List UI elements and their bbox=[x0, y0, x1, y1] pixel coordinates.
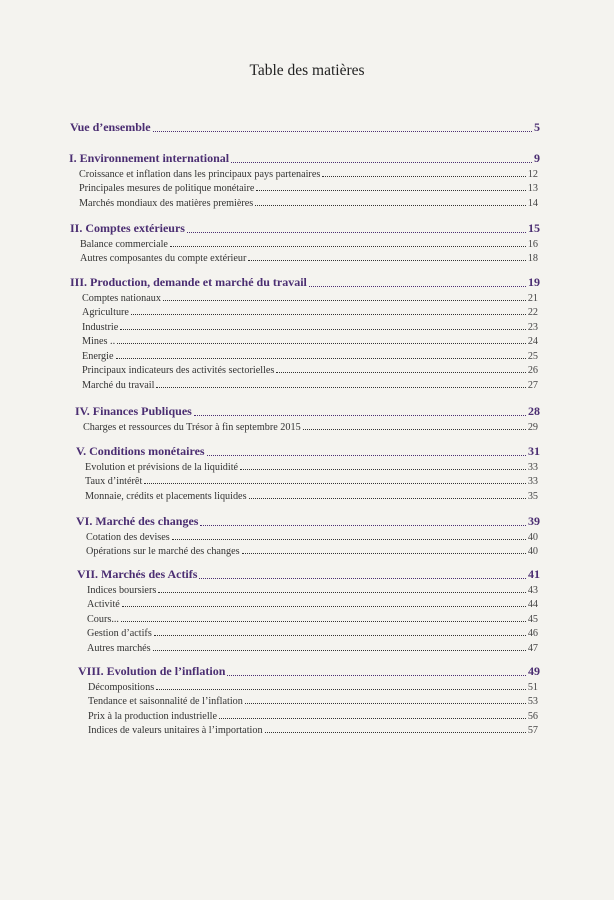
toc-page-number: 45 bbox=[527, 613, 538, 625]
toc-entry[interactable] bbox=[82, 293, 538, 304]
dot-leader bbox=[309, 286, 526, 287]
toc-entry-label: Tendance et saisonnalité de l’inflation bbox=[88, 696, 243, 707]
toc-entry[interactable] bbox=[82, 365, 538, 376]
dot-leader bbox=[122, 606, 526, 607]
toc-entry-label: Monnaie, crédits et placements liquides bbox=[85, 490, 247, 502]
toc-entry[interactable] bbox=[87, 628, 538, 639]
dot-leader bbox=[120, 329, 526, 330]
toc-entry[interactable] bbox=[82, 307, 538, 318]
toc-section-label: VII. Marchés des Actifs bbox=[77, 567, 198, 581]
dot-leader bbox=[117, 343, 526, 344]
toc-page-number: 40 bbox=[527, 531, 538, 543]
toc-entry[interactable] bbox=[88, 711, 538, 722]
toc-entry[interactable] bbox=[80, 239, 538, 250]
toc-page-number: 28 bbox=[528, 404, 540, 418]
toc-entry[interactable] bbox=[85, 476, 538, 487]
toc-page-number: 33 bbox=[527, 461, 538, 473]
dot-leader bbox=[153, 131, 532, 132]
toc-entry[interactable] bbox=[82, 336, 538, 347]
toc-entry-label: Industrie bbox=[82, 321, 119, 333]
toc-section[interactable] bbox=[76, 444, 540, 459]
toc-page-number: 41 bbox=[528, 567, 540, 581]
toc-page-number: 9 bbox=[534, 151, 540, 165]
dot-leader bbox=[172, 539, 526, 540]
dot-leader bbox=[170, 246, 526, 247]
toc-page-number: 57 bbox=[527, 725, 538, 736]
toc-entry-label: Balance commerciale bbox=[80, 238, 168, 250]
toc-section-label: VI. Marché des changes bbox=[76, 514, 199, 528]
dot-leader bbox=[219, 718, 526, 719]
toc-entry-label: Charges et ressources du Trésor à fin septembre 2015 bbox=[83, 421, 301, 433]
toc-entry[interactable] bbox=[79, 198, 538, 209]
toc-page-number: 16 bbox=[527, 238, 538, 250]
toc-page-number: 51 bbox=[527, 681, 538, 693]
toc-page-number: 31 bbox=[528, 444, 540, 458]
toc-page-number: 12 bbox=[527, 168, 538, 180]
toc-page-number: 24 bbox=[527, 336, 538, 347]
toc-entry[interactable] bbox=[88, 696, 538, 707]
toc-entry-label: Marchés mondiaux des matières premières bbox=[79, 197, 254, 209]
toc-section[interactable] bbox=[78, 664, 540, 679]
toc-section-label: V. Conditions monétaires bbox=[76, 444, 205, 458]
toc-entry-label: Agriculture bbox=[82, 307, 129, 318]
toc-section-label: IV. Finances Publiques bbox=[75, 404, 192, 418]
toc-page-number: 49 bbox=[528, 664, 540, 678]
toc-page-number: 26 bbox=[527, 365, 538, 376]
toc-entry[interactable] bbox=[87, 614, 538, 625]
toc-section-label: VIII. Evolution de l’inflation bbox=[78, 664, 226, 678]
toc-page-number: 56 bbox=[527, 710, 538, 722]
toc-entry-label: Marché du travail bbox=[82, 379, 155, 391]
toc-page-number: 21 bbox=[527, 292, 538, 304]
toc-entry[interactable] bbox=[82, 351, 538, 362]
toc-entry-label: Taux d’intérêt bbox=[85, 476, 143, 487]
toc-page-number: 39 bbox=[528, 514, 540, 528]
toc-entry[interactable] bbox=[83, 422, 538, 433]
toc-section[interactable] bbox=[70, 275, 540, 290]
toc-entry-label: Principaux indicateurs des activités sectorielles bbox=[82, 365, 275, 376]
toc-entry-label: Evolution et prévisions de la liquidité bbox=[85, 461, 239, 473]
toc-entry-label: Principales mesures de politique monétaire bbox=[79, 183, 255, 194]
toc-entry[interactable] bbox=[80, 253, 538, 264]
dot-leader bbox=[116, 358, 526, 359]
toc-entry[interactable] bbox=[87, 599, 538, 610]
toc-entry-label: Gestion d’actifs bbox=[87, 628, 152, 639]
dot-leader bbox=[227, 675, 526, 676]
toc-section-label: I. Environnement international bbox=[69, 151, 230, 165]
toc-entry[interactable] bbox=[79, 169, 538, 180]
toc-entry-label: Activité bbox=[87, 599, 120, 610]
toc-page-number: 18 bbox=[527, 253, 538, 264]
dot-leader bbox=[255, 205, 526, 206]
toc-page-number: 29 bbox=[527, 421, 538, 433]
toc-entry[interactable] bbox=[85, 462, 538, 473]
toc-entry-label: Décompositions bbox=[88, 681, 155, 693]
toc-page-number: 22 bbox=[527, 307, 538, 318]
toc-entry-label: Cotation des devises bbox=[86, 531, 170, 543]
toc-section-label: II. Comptes extérieurs bbox=[70, 221, 185, 235]
toc-entry[interactable] bbox=[86, 546, 538, 557]
dot-leader bbox=[153, 650, 526, 651]
toc-entry-label: Indices de valeurs unitaires à l’importation bbox=[88, 725, 263, 736]
page-title: Table des matières bbox=[249, 62, 365, 79]
toc-entry-label: Comptes nationaux bbox=[82, 292, 161, 304]
toc-page-number: 27 bbox=[527, 379, 538, 391]
toc-entry-label: Autres marchés bbox=[87, 642, 151, 654]
dot-leader bbox=[121, 621, 526, 622]
dot-leader bbox=[303, 429, 526, 430]
toc-page-number: 33 bbox=[527, 476, 538, 487]
toc-page-number: 53 bbox=[527, 696, 538, 707]
dot-leader bbox=[265, 732, 526, 733]
toc-entry[interactable] bbox=[87, 643, 538, 654]
toc-page-number: 13 bbox=[527, 183, 538, 194]
toc-page-number: 14 bbox=[527, 197, 538, 209]
toc-page-number: 40 bbox=[527, 546, 538, 557]
dot-leader bbox=[245, 703, 526, 704]
toc-entry-label: Opérations sur le marché des changes bbox=[86, 546, 240, 557]
dot-leader bbox=[156, 689, 526, 690]
dot-leader bbox=[242, 553, 526, 554]
toc-entry-label: Prix à la production industrielle bbox=[88, 710, 218, 722]
toc-entry-label: Croissance et inflation dans les principaux pays partenaires bbox=[79, 168, 321, 180]
toc-page-number: 47 bbox=[527, 642, 538, 654]
toc-section[interactable] bbox=[77, 567, 540, 582]
dot-leader bbox=[322, 176, 526, 177]
toc-entry[interactable] bbox=[79, 183, 538, 194]
toc-entry[interactable] bbox=[88, 682, 538, 693]
toc-entry-label: Mines .. bbox=[82, 336, 116, 347]
dot-leader bbox=[231, 162, 532, 163]
dot-leader bbox=[187, 232, 526, 233]
dot-leader bbox=[154, 635, 526, 636]
toc-entry-label: Cours... bbox=[87, 613, 119, 625]
toc-entry[interactable] bbox=[87, 585, 538, 596]
toc-section[interactable] bbox=[75, 404, 540, 419]
toc-entry[interactable] bbox=[88, 725, 538, 736]
dot-leader bbox=[131, 314, 526, 315]
toc-entry-label: Energie bbox=[82, 350, 114, 362]
toc-page-number: 23 bbox=[527, 321, 538, 333]
dot-leader bbox=[200, 525, 526, 526]
toc-page-number: 44 bbox=[527, 599, 538, 610]
dot-leader bbox=[240, 469, 526, 470]
toc-entry[interactable] bbox=[82, 322, 538, 333]
toc-page-number: 15 bbox=[528, 221, 540, 235]
dot-leader bbox=[256, 190, 525, 191]
dot-leader bbox=[163, 300, 526, 301]
dot-leader bbox=[276, 372, 525, 373]
dot-leader bbox=[156, 387, 525, 388]
toc-entry[interactable] bbox=[82, 380, 538, 391]
toc-section-label: III. Production, demande et marché du travail bbox=[70, 275, 307, 289]
dot-leader bbox=[249, 498, 526, 499]
toc-entry[interactable] bbox=[86, 532, 538, 543]
toc-section[interactable] bbox=[70, 221, 540, 236]
dot-leader bbox=[207, 455, 526, 456]
dot-leader bbox=[199, 578, 526, 579]
toc-section-overview[interactable] bbox=[70, 120, 540, 135]
toc-entry-label: Autres composantes du compte extérieur bbox=[80, 253, 247, 264]
toc-page-number: 5 bbox=[534, 120, 540, 134]
dot-leader bbox=[144, 483, 526, 484]
dot-leader bbox=[158, 592, 525, 593]
toc-entry-label: Indices boursiers bbox=[87, 584, 157, 596]
toc-section[interactable] bbox=[76, 514, 540, 529]
toc-page-number: 19 bbox=[528, 275, 540, 289]
toc-entry[interactable] bbox=[85, 491, 538, 502]
toc-page-number: 35 bbox=[527, 490, 538, 502]
toc-page-number: 43 bbox=[527, 584, 538, 596]
dot-leader bbox=[248, 260, 525, 261]
toc-page-number: 25 bbox=[527, 350, 538, 362]
toc-page-number: 46 bbox=[527, 628, 538, 639]
toc-section[interactable] bbox=[69, 151, 540, 166]
dot-leader bbox=[194, 415, 526, 416]
toc-section-label: Vue d’ensemble bbox=[70, 120, 151, 134]
